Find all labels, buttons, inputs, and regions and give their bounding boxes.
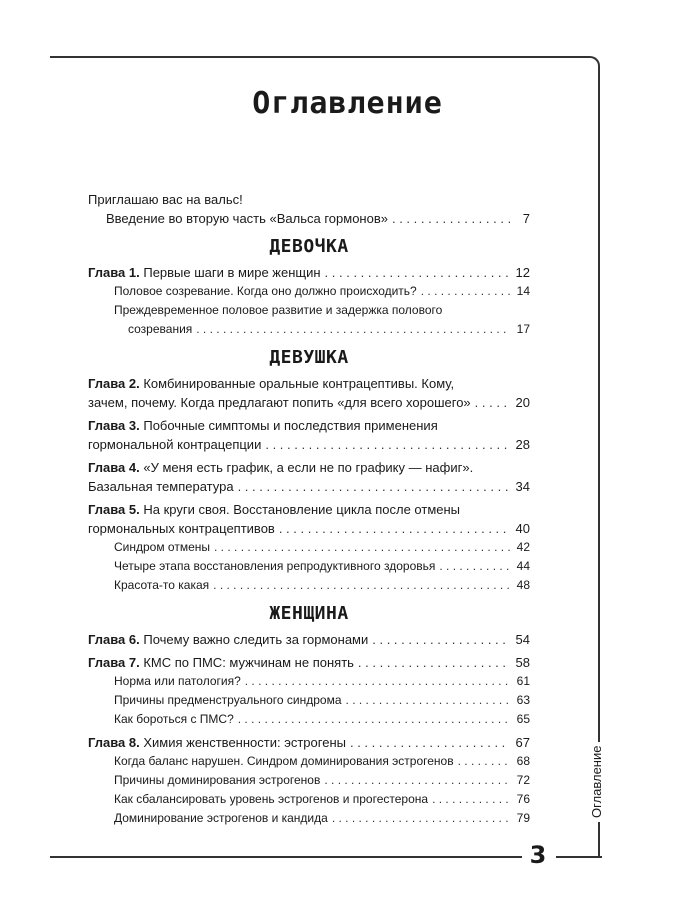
subsection-title: Половое созревание. Когда оно должно происходить? [114, 284, 417, 298]
leader-dots [358, 653, 510, 672]
table-of-contents [88, 190, 530, 828]
subsection-title: Красота-то какая [114, 578, 210, 592]
chapter-title: Химия женственности: эстрогены [143, 735, 346, 750]
toc-subsection[interactable] [88, 691, 530, 710]
chapter-page: 28 [515, 437, 530, 452]
chapter-title-line1: Комбинированные оральные контрацептивы. Кому, [143, 376, 455, 391]
subsection-title: Как сбалансировать уровень эстрогенов и прогестерона [114, 792, 429, 806]
section-heading-woman: ЖЕНЩИНА [269, 603, 349, 624]
chapter-page: 34 [515, 479, 530, 494]
leader-dots [392, 209, 510, 228]
chapter-label: Глава 7. [88, 655, 140, 670]
toc-subsection[interactable] [88, 538, 530, 557]
chapter-title: КМС по ПМС: мужчинам не понять [143, 655, 354, 670]
subsection-page: 42 [516, 540, 530, 554]
leader-dots [214, 538, 510, 557]
toc-chapter-5[interactable] [88, 500, 530, 538]
chapter-label: Глава 3. [88, 418, 140, 433]
leader-dots [346, 691, 510, 710]
intro-line2: Введение во вторую часть «Вальса гормонов» [106, 211, 388, 226]
page-number: 3 [529, 841, 547, 869]
leader-dots [213, 576, 510, 595]
toc-chapter-8[interactable] [88, 733, 530, 752]
toc-subsection[interactable] [88, 809, 530, 828]
subsection-title: Причины предменструального синдрома [114, 693, 342, 707]
subsection-page: 65 [516, 712, 530, 726]
toc-chapter-7[interactable] [88, 653, 530, 672]
chapter-label: Глава 4. [88, 460, 140, 475]
leader-dots [325, 263, 510, 282]
subsection-page: 48 [516, 578, 530, 592]
chapter-label: Глава 2. [88, 376, 140, 391]
intro-line1: Приглашаю вас на вальс! [88, 192, 243, 207]
subsection-title: Четыре этапа восстановления репродуктивного здоровья [114, 559, 436, 573]
toc-subsection[interactable] [88, 752, 530, 771]
toc-chapter-4[interactable] [88, 458, 530, 496]
page-title: Оглавление [252, 86, 443, 121]
chapter-label: Глава 8. [88, 735, 140, 750]
subsection-page: 63 [516, 693, 530, 707]
subsection-page: 17 [516, 322, 530, 336]
chapter-label: Глава 1. [88, 265, 140, 280]
chapter-page: 58 [515, 655, 530, 670]
subsection-page: 14 [516, 284, 530, 298]
leader-dots [475, 393, 510, 412]
chapter-label: Глава 6. [88, 632, 140, 647]
bottom-rule [50, 856, 522, 858]
leader-dots [324, 771, 510, 790]
chapter-page: 54 [515, 632, 530, 647]
toc-intro[interactable] [88, 190, 530, 228]
chapter-label: Глава 5. [88, 502, 140, 517]
subsection-title-line1: Преждевременное половое развитие и задержка полового [114, 303, 443, 317]
subsection-title: Причины доминирования эстрогенов [114, 773, 321, 787]
leader-dots [196, 320, 510, 339]
leader-dots [350, 733, 510, 752]
subsection-title: Как бороться с ПМС? [114, 712, 234, 726]
subsection-title: Доминирование эстрогенов и кандида [114, 811, 328, 825]
subsection-page: 68 [516, 754, 530, 768]
toc-chapter-6[interactable] [88, 630, 530, 649]
leader-dots [279, 519, 510, 538]
section-heading-girl: ДЕВОЧКА [269, 236, 349, 257]
leader-dots [439, 557, 510, 576]
chapter-title: Первые шаги в мире женщин [143, 265, 321, 280]
toc-subsection[interactable] [88, 282, 530, 301]
subsection-page: 61 [516, 674, 530, 688]
chapter-page: 67 [515, 735, 530, 750]
chapter-title: Базальная температура [88, 479, 234, 494]
toc-chapter-1[interactable] [88, 263, 530, 282]
toc-subsection[interactable] [88, 672, 530, 691]
section-heading-young-woman: ДЕВУШКА [269, 347, 349, 368]
subsection-page: 72 [516, 773, 530, 787]
subsection-title: Когда баланс нарушен. Синдром доминирования эстрогенов [114, 754, 454, 768]
toc-subsection[interactable] [88, 771, 530, 790]
leader-dots [245, 672, 510, 691]
leader-dots [372, 630, 510, 649]
intro-page: 7 [522, 211, 530, 226]
toc-subsection[interactable] [88, 557, 530, 576]
chapter-title-line1: «У меня есть график, а если не по графику — нафиг». [143, 460, 474, 475]
subsection-title: Синдром отмены [114, 540, 211, 554]
toc-subsection[interactable] [88, 790, 530, 809]
chapter-page: 12 [515, 265, 530, 280]
chapter-title: гормональной контрацепции [88, 437, 262, 452]
leader-dots [458, 752, 510, 771]
chapter-title-line1: Побочные симптомы и последствия применения [143, 418, 438, 433]
subsection-page: 76 [516, 792, 530, 806]
side-label-text: Оглавление [589, 742, 604, 822]
subsection-title: созревания [128, 322, 193, 336]
chapter-title: гормональных контрацептивов [88, 521, 275, 536]
chapter-title: зачем, почему. Когда предлагают попить «для всего хорошего» [88, 395, 471, 410]
toc-subsection[interactable] [88, 301, 530, 339]
toc-subsection[interactable] [88, 576, 530, 595]
subsection-page: 79 [516, 811, 530, 825]
leader-dots [265, 435, 510, 454]
chapter-page: 40 [515, 521, 530, 536]
subsection-title: Норма или патология? [114, 674, 241, 688]
side-running-head [581, 745, 621, 880]
subsection-page: 44 [516, 559, 530, 573]
leader-dots [421, 282, 510, 301]
toc-subsection[interactable] [88, 710, 530, 729]
toc-chapter-3[interactable] [88, 416, 530, 454]
chapter-title-line1: На круги своя. Восстановление цикла после отмены [143, 502, 461, 517]
leader-dots [332, 809, 510, 828]
chapter-title: Почему важно следить за гормонами [143, 632, 369, 647]
toc-chapter-2[interactable] [88, 374, 530, 412]
leader-dots [432, 790, 510, 809]
leader-dots [238, 710, 510, 729]
chapter-page: 20 [515, 395, 530, 410]
leader-dots [238, 477, 510, 496]
